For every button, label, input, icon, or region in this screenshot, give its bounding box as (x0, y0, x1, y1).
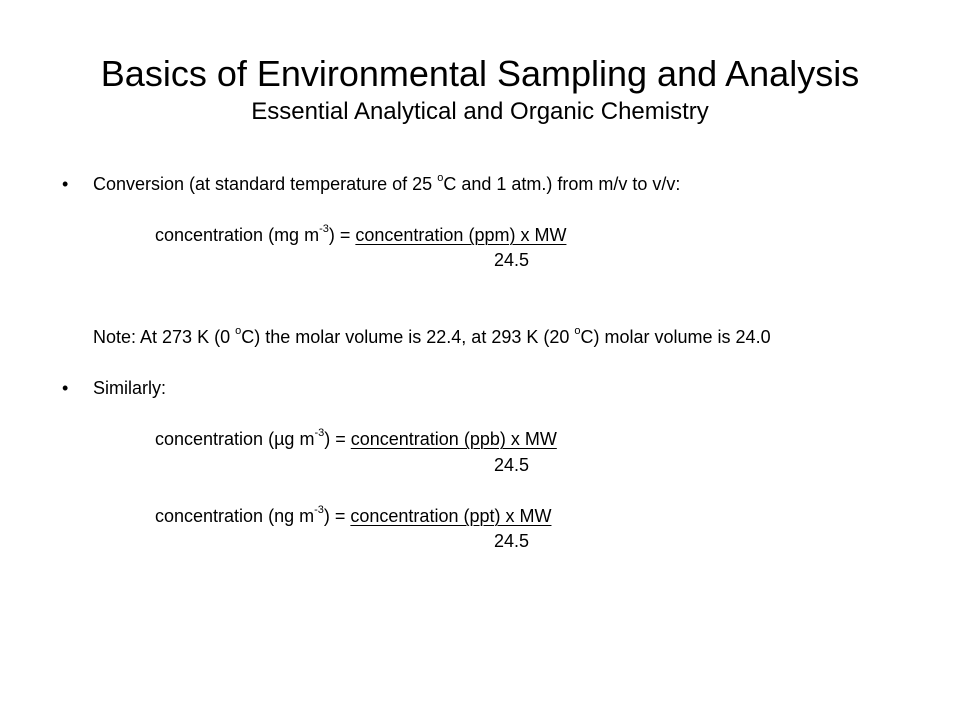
degree-symbol: o (235, 325, 242, 337)
equation-mg-numerator: concentration (ppm) x MW (355, 225, 567, 245)
note-part-1: Note: At 273 K (0 (93, 327, 236, 347)
equation-ng-exponent: -3 (314, 504, 324, 516)
note-part-3: C) molar volume is 24.0 (580, 327, 771, 347)
equation-mg-exponent: -3 (319, 223, 329, 235)
equation-ug-lhs: concentration (µg m (155, 429, 315, 449)
conversion-text-before: Conversion (at standard temperature of 25 (93, 174, 438, 194)
slide-title: Basics of Environmental Sampling and Analysis (100, 53, 860, 94)
slide-subtitle: Essential Analytical and Organic Chemistry (251, 98, 709, 125)
equation-ug-numerator: concentration (ppb) x MW (350, 429, 557, 449)
degree-symbol: o (574, 325, 581, 337)
equation-ug-denominator: 24.5 (494, 455, 530, 475)
equation-ug (155, 428, 557, 450)
bullet-marker: • (62, 174, 69, 194)
equation-ug-equals: ) = (324, 429, 351, 449)
conversion-text-after: C and 1 atm.) from m/v to v/v: (443, 174, 681, 194)
bullet-marker: • (62, 378, 69, 398)
molar-volume-note (93, 326, 771, 348)
degree-symbol: o (437, 172, 444, 184)
equation-ug-exponent: -3 (314, 427, 325, 439)
equation-mg (155, 224, 566, 246)
conversion-bullet-text (93, 173, 680, 195)
equation-ng-denominator: 24.5 (494, 531, 530, 551)
equation-ng-lhs: concentration (ng m (155, 506, 315, 526)
similarly-bullet-text: Similarly: (93, 378, 167, 398)
equation-ng (155, 505, 551, 527)
note-part-2: C) the molar volume is 22.4, at 293 K (20 (241, 327, 575, 347)
equation-ng-numerator: concentration (ppt) x MW (350, 506, 552, 526)
equation-mg-lhs: concentration (mg m (155, 225, 320, 245)
equation-mg-equals: ) = (328, 225, 356, 245)
equation-ng-equals: ) = (323, 506, 351, 526)
equation-mg-denominator: 24.5 (494, 250, 530, 270)
